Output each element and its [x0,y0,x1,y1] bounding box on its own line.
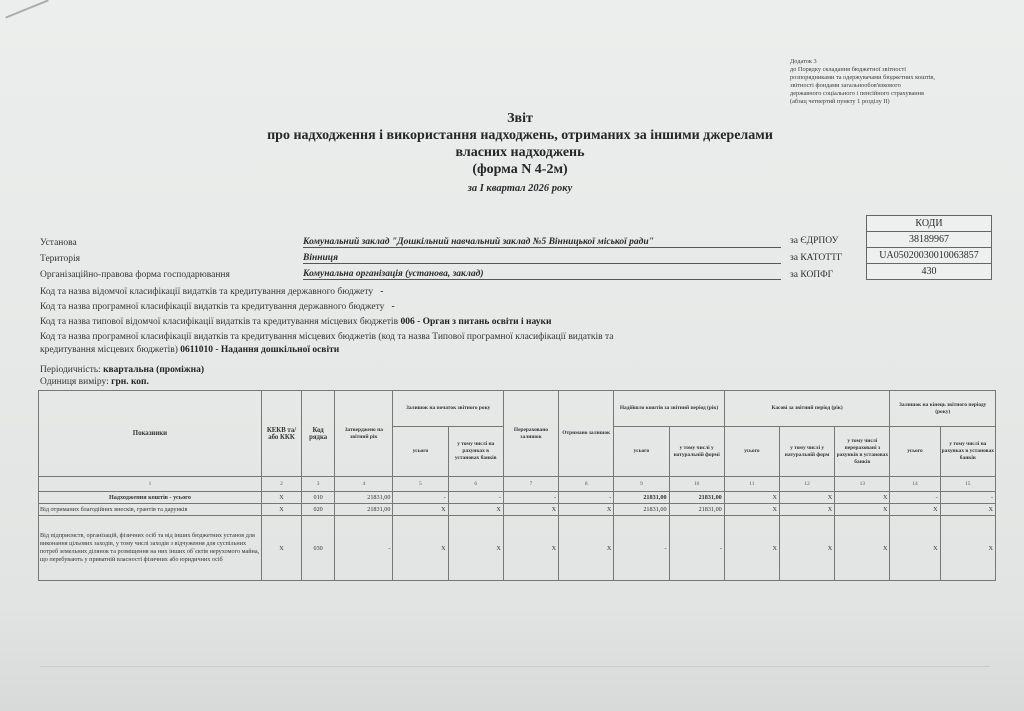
appendix-line: (абзац четвертий пункту 1 розділу II) [790,98,890,105]
row-cell: X [724,516,779,581]
appendix-line: державного соціального і пенсійного страхування [790,90,924,97]
sub-incl-accounts: у тому числі на рахунках в установах банків [940,427,995,477]
kopfg-code: 430 [867,264,992,280]
institution-value: Комунальний заклад "Дошкільний навчальний заклад №5 Вінницької міської ради" [303,237,781,248]
col-number: 4 [335,477,393,492]
col-number: 10 [669,477,724,492]
col-cash-expenses: Касові за звітний період (рік) [724,391,890,427]
row-cell: 21831,00 [614,492,669,504]
row-code: 010 [302,492,335,504]
col-actually-received: Надійшло коштів за звітний період (рік) [614,391,724,427]
row-cell: - [890,492,940,504]
local-prog-line-2 [40,344,339,356]
unit-label: Одиниця виміру: [40,377,109,387]
codes-box [866,215,992,280]
sub-incl-transferred: у тому числі перераховані з рахунків в установах банків [835,427,890,477]
row-cell: X [559,504,614,516]
row-cell: 21831,00 [669,504,724,516]
dept-class-value: - [380,287,384,297]
legal-form-value: Комунальна організація (установа, заклад) [303,269,781,280]
col-number: 13 [835,477,890,492]
sub-total: усього [614,427,669,477]
row-cell: X [393,504,448,516]
row-cell: - [503,492,558,504]
report-title [140,110,900,178]
local-prog-line-1: Код та назва програмної класифікації видатків та кредитування місцевих бюджетів (код та назва Типової програмної класифікації видатків та [40,332,614,342]
row-cell: X [779,504,834,516]
row-cell: X [835,492,890,504]
col-number: 7 [503,477,558,492]
row-cell: - [393,492,448,504]
territory-label: Територія [40,254,81,264]
appendix-line: розпорядниками та одержувачами бюджетних коштів, [790,74,935,81]
row-cell: X [940,516,995,581]
sub-total: усього [890,427,940,477]
row-cell: 21831,00 [614,504,669,516]
row-approved: 21831,00 [335,492,393,504]
row-approved: - [335,516,393,581]
col-kekv: КЕКВ та/або ККК [261,391,301,477]
dept-class-line [40,286,383,298]
row-cell: - [669,516,724,581]
edrpou-label: за ЄДРПОУ [790,236,839,246]
row-cell: X [448,504,503,516]
local-prog-value: 0611010 - Надання дошкільної освіти [180,345,340,355]
col-number: 12 [779,477,834,492]
row-name: Від підприємств, організацій, фізичних осіб та від інших бюджетних установ для виконання цільових заходів, у тому числі заходів з відчуження для суспільних потреб земельних ділянок та розміщення на них інших об`єктів нерухомого майна, що перебувають у приватній власності фізичних або юридичних осіб [39,516,262,581]
row-cell: - [940,492,995,504]
row-cell: X [503,516,558,581]
title-line: (форма N 4-2м) [472,162,568,177]
row-kekv: X [261,492,301,504]
row-cell: X [890,516,940,581]
prog-class-label: Код та назва програмної класифікації видатків та кредитування державного бюджету [40,302,385,312]
row-cell: - [448,492,503,504]
row-name: Від отриманих благодійних внесків, грантів та дарунків [39,504,262,516]
table-row [39,504,996,516]
appendix-note [790,58,1010,106]
report-table [38,390,996,581]
title-line: власних надходжень [455,145,585,160]
row-cell: - [614,516,669,581]
col-number: 5 [393,477,448,492]
col-number: 9 [614,477,669,492]
col-approved: Затверджено на звітний рік [335,391,393,477]
column-numbers-row [39,477,996,492]
col-number: 1 [39,477,262,492]
row-cell: X [393,516,448,581]
table-row [39,492,996,504]
col-balance-start: Залишок на початок звітного року [393,391,503,427]
kopfg-label: за КОПФГ [790,270,834,280]
title-line: про надходження і використання надходжень, отриманих за іншими джерелами [267,128,773,143]
periodicity-line [40,364,204,376]
title-line: Звіт [507,111,533,126]
row-cell: X [835,504,890,516]
appendix-line: звітності фондами загальнообов'язкового [790,82,901,89]
row-cell: - [559,492,614,504]
row-code: 020 [302,504,335,516]
dept-class-label: Код та назва відомчої класифікації видатків та кредитування державного бюджету [40,287,374,297]
row-cell: X [779,516,834,581]
row-name: Надходження коштів - усього [39,492,262,504]
local-prog-label: кредитування місцевих бюджетів) [40,345,178,355]
table-row [39,516,996,581]
territory-value: Вінниця [303,253,781,264]
row-cell: X [724,504,779,516]
row-kekv: X [261,504,301,516]
row-cell: X [890,504,940,516]
row-cell: X [940,504,995,516]
col-received: Отримано залишок [559,391,614,477]
col-row-code: Код рядка [302,391,335,477]
appendix-line: до Порядку складання бюджетної звітності [790,66,906,73]
sub-total: усього [724,427,779,477]
col-number: 11 [724,477,779,492]
col-number: 3 [302,477,335,492]
pen-mark [5,0,48,19]
row-cell: X [724,492,779,504]
row-cell: X [503,504,558,516]
row-cell: X [448,516,503,581]
typical-class-line [40,316,551,328]
katottg-label: за КАТОТТГ [790,253,843,263]
row-cell: X [559,516,614,581]
sub-incl-natural: у тому числі у натуральній формі [669,427,724,477]
col-transferred: Перераховано залишок [503,391,558,477]
katottg-code: UA05020030010063857 [867,248,992,264]
row-cell: 21831,00 [669,492,724,504]
typical-class-value: 006 - Орган з питань освіти і науки [400,317,552,327]
legal-form-label: Організаційно-правова форма господарювання [40,270,230,280]
sub-incl-natural-cash: у тому числі у натуральній форм [779,427,834,477]
sub-total: усього [393,427,448,477]
row-approved: 21831,00 [335,504,393,516]
row-cell: X [779,492,834,504]
col-indicators: Показники [39,391,262,477]
periodicity-value: квартальна (проміжна) [103,365,205,375]
row-cell: X [835,516,890,581]
prog-class-line [40,301,395,313]
report-period: за I квартал 2026 року [467,183,573,194]
col-number: 15 [940,477,995,492]
col-number: 2 [261,477,301,492]
unit-value: грн. коп. [111,377,149,387]
sub-incl-accounts: у тому числі на рахунках в установах банків [448,427,503,477]
appendix-line: Додаток 3 [790,58,817,65]
col-number: 8 [559,477,614,492]
typical-class-label: Код та назва типової відомчої класифікації видатків та кредитування місцевих бюджетів [40,317,399,327]
col-number: 6 [448,477,503,492]
col-balance-end: Залишок на кінець звітного періоду (року) [890,391,996,427]
row-kekv: X [261,516,301,581]
periodicity-label: Періодичність: [40,365,101,375]
col-number: 14 [890,477,940,492]
footer-divider [40,666,990,667]
row-code: 030 [302,516,335,581]
institution-label: Установа [40,238,77,248]
codes-header: КОДИ [867,216,992,232]
edrpou-code: 38189967 [867,232,992,248]
unit-line [40,376,149,388]
prog-class-value: - [391,302,395,312]
